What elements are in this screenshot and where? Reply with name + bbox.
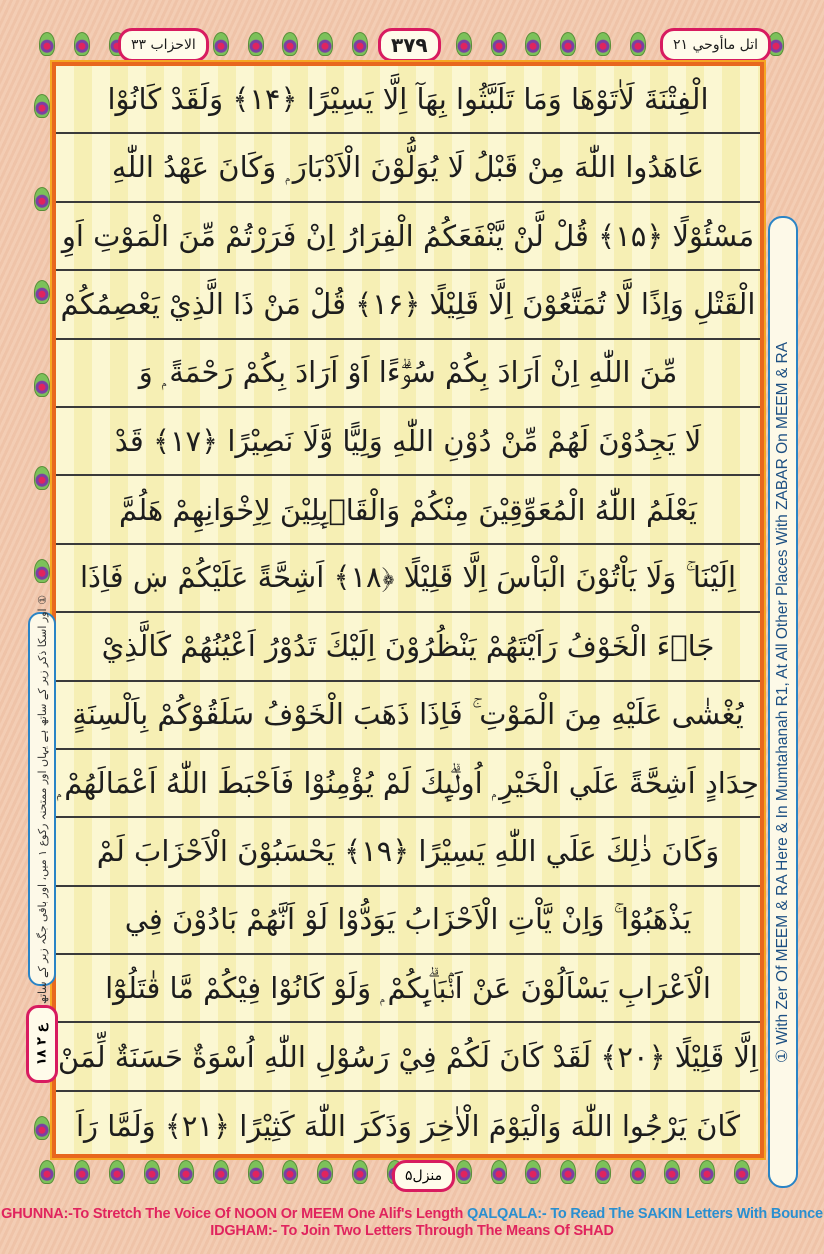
floral-ornament [144,1160,160,1184]
floral-ornament [34,187,50,211]
legend-qalqala: QALQALA:- To Read The SAKIN Letters With Bounce [466,1206,823,1222]
floral-ornament [734,1160,750,1184]
floral-ornament [630,1160,646,1184]
floral-ornament [34,94,50,118]
floral-ornament [317,32,333,56]
legend-ghunna: GHUNNA:-To Stretch The Voice Of NOON Or MEEM One Alif's Length [1,1206,464,1222]
floral-ornament [595,1160,611,1184]
floral-ornament [74,32,90,56]
floral-ornament [630,32,646,56]
quran-text-panel [52,62,764,1158]
floral-ornament [34,559,50,583]
footnote-text-urdu: ① اور اسکا ذکر زیر کے ساتھ ہے یہاں اور ممتحنہ رکوع ۱ میں، اور باقی جگہ زبر کے ساتھ [35,594,49,1004]
verse-line: حِدَادٍ اَشِحَّةً عَلَي الْخَيْرِ ۭ اُولٰۗىِٕكَ لَمْ يُؤْمِنُوْا فَاَحْبَطَ اللّٰهُ اَعْمَالَهُمْ ۭ [56,750,760,818]
ruku-marker-text: ع ۲ ١٨ [34,1023,50,1065]
floral-ornament [34,1116,50,1140]
legend-idgham: IDGHAM:- To Join Two Letters Through The Means Of SHAD [210,1223,614,1239]
verse-line: الْفِتْنَةَ لَاٰتَوْهَا وَمَا تَلَبَّثُوا بِهَآ اِلَّا يَسِيْرًا ﴿۱۴﴾ وَلَقَدْ كَانُوْا [56,66,760,134]
floral-ornament [248,1160,264,1184]
right-side-footnote [768,216,798,1188]
footnote-text: ① With Zer Of MEEM & RA Here & In Mumtahanah R1, At All Other Places With ZABAR On MEEM & RA [774,341,792,1063]
floral-ornament [39,1160,55,1184]
left-side-footnote [28,594,56,1004]
floral-ornament [352,1160,368,1184]
page-number: ۳۷۹ [378,28,441,62]
floral-ornament [282,32,298,56]
floral-ornament [213,1160,229,1184]
verse-line: اِلَّا قَلِيْلًا ﴿۲۰﴾ لَقَدْ كَانَ لَكُمْ فِيْ رَسُوْلِ اللّٰهِ اُسْوَةٌ حَسَنَةٌ لِّمَنْ [56,1023,760,1091]
floral-ornament [109,1160,125,1184]
floral-ornament [456,1160,472,1184]
juz-name-label: اتل ماأوحي ٢١ [660,28,771,62]
floral-ornament [699,1160,715,1184]
floral-ornament [491,32,507,56]
floral-ornament [34,373,50,397]
verse-line: يُغْشٰى عَلَيْهِ مِنَ الْمَوْتِ ۚ فَاِذَا ذَهَبَ الْخَوْفُ سَلَقُوْكُمْ بِاَلْسِنَةٍ [56,682,760,750]
manzil-label: منزل۵ [392,1160,455,1192]
floral-ornament [74,1160,90,1184]
floral-ornament [317,1160,333,1184]
floral-ornament [491,1160,507,1184]
tajweed-legend [0,1206,824,1240]
ruku-marker [26,1005,58,1083]
floral-ornament [213,32,229,56]
floral-ornament [352,32,368,56]
verse-line: الْقَتْلِ وَاِذًا لَّا تُمَتَّعُوْنَ اِلَّا قَلِيْلًا ﴿۱۶﴾ قُلْ مَنْ ذَا الَّذِيْ يَعْصِمُكُمْ [56,271,760,339]
floral-ornament [34,466,50,490]
verse-line: جَاۗءَ الْخَوْفُ رَاَيْتَهُمْ يَنْظُرُوْنَ اِلَيْكَ تَدُوْرُ اَعْيُنُهُمْ كَالَّذِيْ [56,613,760,681]
verse-line: وَكَانَ ذٰلِكَ عَلَي اللّٰهِ يَسِيْرًا ﴿۱۹﴾ يَحْسَبُوْنَ الْاَحْزَابَ لَمْ [56,818,760,886]
verse-line: الْاَعْرَابِ يَسْاَلُوْنَ عَنْ اَنْۢبَاۗىِٕكُمْ ۭ وَلَوْ كَانُوْا فِيْكُمْ مَّا قٰتَلُوْٓا [56,955,760,1023]
floral-ornament [664,1160,680,1184]
surah-name-label: الاحزاب ۳۳ [118,28,209,62]
floral-ornament [525,1160,541,1184]
verse-line: مِّنَ اللّٰهِ اِنْ اَرَادَ بِكُمْ سُوْۗءًا اَوْ اَرَادَ بِكُمْ رَحْمَةً ۭ وَ [56,340,760,408]
verse-line: لَا يَجِدُوْنَ لَهُمْ مِّنْ دُوْنِ اللّٰهِ وَلِيًّا وَّلَا نَصِيْرًا ﴿۱۷﴾ قَدْ [56,408,760,476]
floral-ornament [248,32,264,56]
floral-ornament [525,32,541,56]
floral-ornament [39,32,55,56]
verse-line: اِلَيْنَا ۚ وَلَا يَاْتُوْنَ الْبَاْسَ اِلَّا قَلِيْلًا ﴿۱۸﴾ اَشِحَّةً عَلَيْكُمْ ښ فَاِذَا [56,545,760,613]
verse-line: يَعْلَمُ اللّٰهُ الْمُعَوِّقِيْنَ مِنْكُمْ وَالْقَاۗىِٕلِيْنَ لِاِخْوَانِهِمْ هَلُمَّ [56,476,760,544]
verse-line: مَسْئُوْلًا ﴿۱۵﴾ قُلْ لَّنْ يَّنْفَعَكُمُ الْفِرَارُ اِنْ فَرَرْتُمْ مِّنَ الْمَوْتِ اَوِ [56,203,760,271]
verse-line: يَذْهَبُوْا ۚ وَاِنْ يَّاْتِ الْاَحْزَابُ يَوَدُّوْا لَوْ اَنَّهُمْ بَادُوْنَ فِي [56,887,760,955]
floral-ornament [595,32,611,56]
floral-ornament [560,1160,576,1184]
verse-line: كَانَ يَرْجُوا اللّٰهَ وَالْيَوْمَ الْاٰخِرَ وَذَكَرَ اللّٰهَ كَثِيْرًا ﴿۲۱﴾ وَلَمَّا رَاَ [75,1109,741,1144]
floral-ornament [34,280,50,304]
verse-line: عَاهَدُوا اللّٰهَ مِنْ قَبْلُ لَا يُوَلُّوْنَ الْاَدْبَارَ ۭ وَكَانَ عَهْدُ اللّٰهِ [56,134,760,202]
floral-ornament [560,32,576,56]
floral-ornament [178,1160,194,1184]
floral-ornament [456,32,472,56]
floral-ornament [282,1160,298,1184]
